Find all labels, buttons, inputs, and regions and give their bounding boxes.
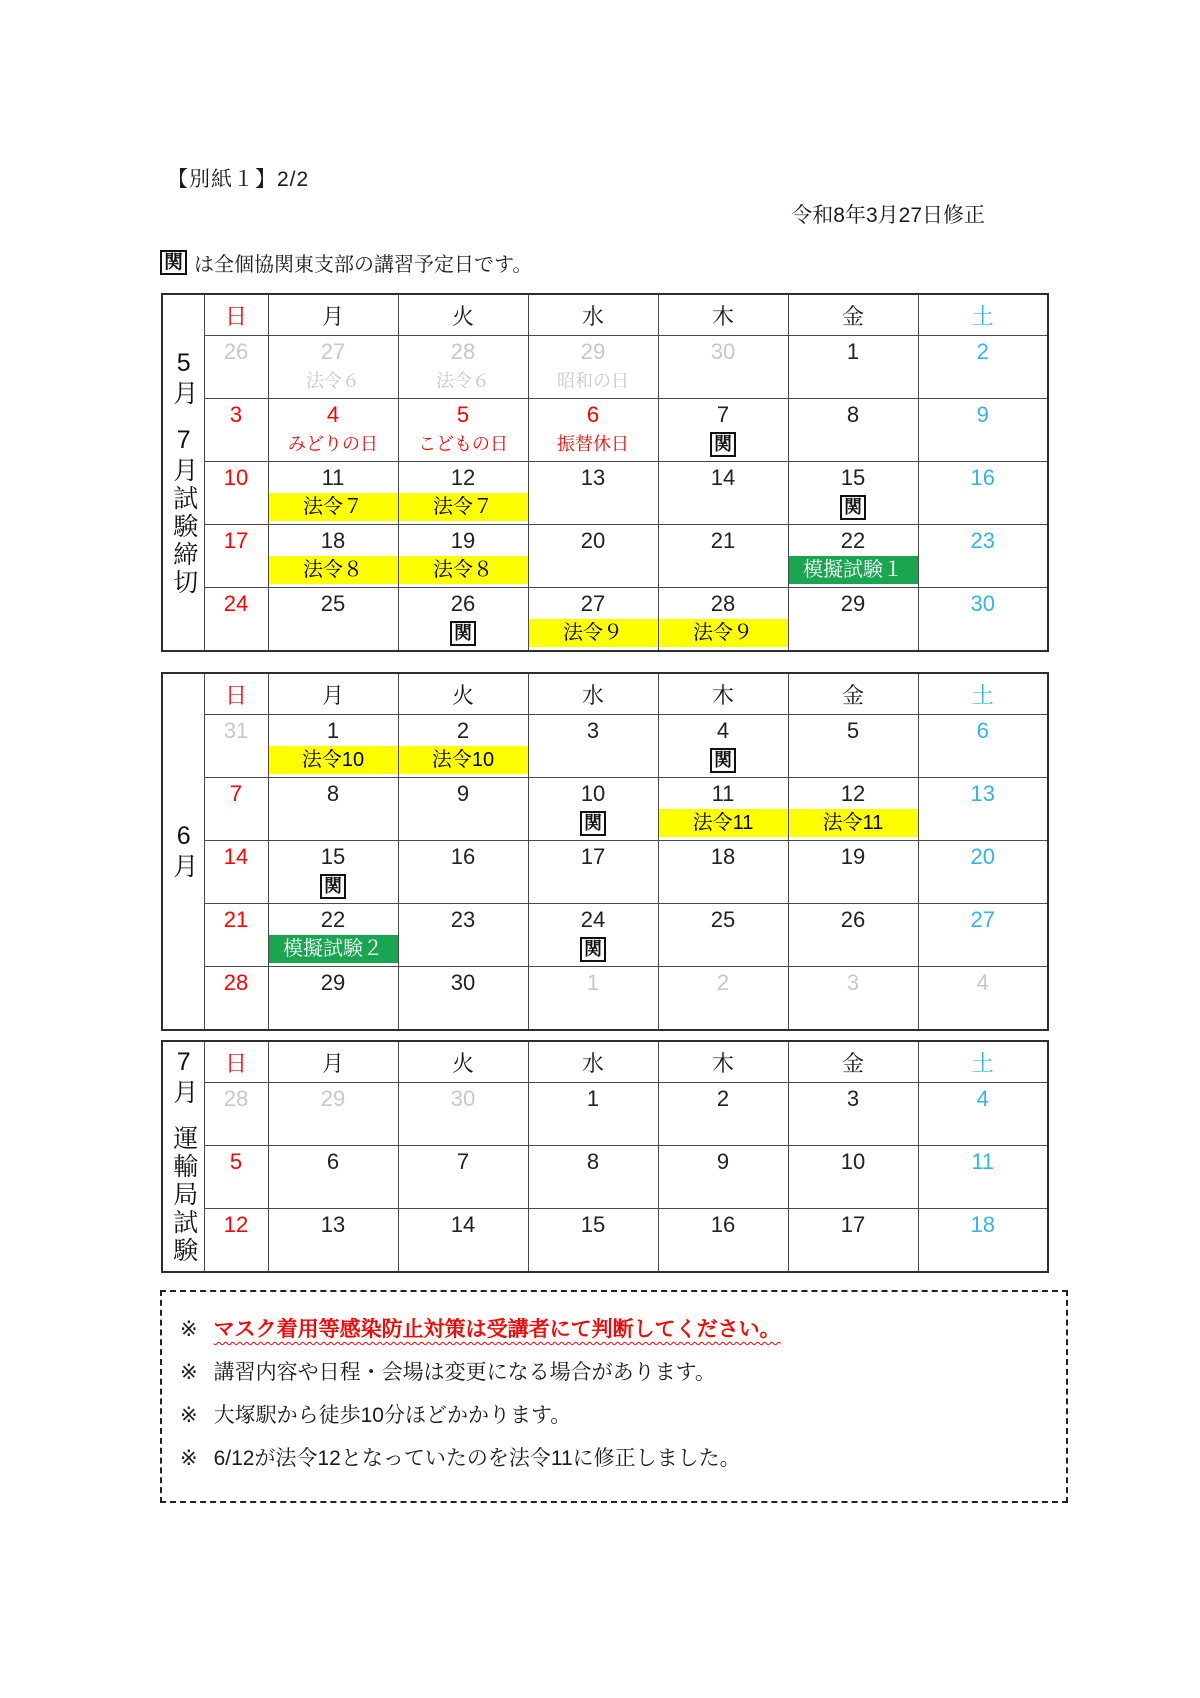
day-number: 12 (450, 465, 476, 490)
note-text: 講習内容や日程・会場は変更になる場合があります。 (213, 1361, 716, 1384)
kan-label (269, 872, 398, 900)
day-cell (528, 1146, 658, 1209)
kan-label (529, 935, 658, 963)
day-number: 26 (450, 591, 476, 616)
day-cell (658, 1146, 788, 1209)
day-cell (528, 588, 658, 652)
holiday-label: みどりの日 (288, 434, 378, 454)
day-number: 29 (320, 970, 346, 995)
day-number: 16 (710, 1212, 736, 1237)
attachment-label: 【別紙１】2/2 (167, 168, 310, 191)
day-number: 23 (450, 907, 476, 932)
day-cell (658, 1083, 788, 1146)
day-number: 16 (970, 465, 995, 490)
day-number: 13 (580, 465, 606, 490)
week-row (162, 841, 1048, 904)
weekday-2: 火 (398, 294, 528, 336)
day-number: 12 (223, 1212, 249, 1237)
day-number: 5 (846, 718, 860, 743)
day-number: 19 (840, 844, 866, 869)
day-number: 3 (229, 402, 243, 427)
calendar-june (161, 672, 1049, 1031)
calendar-table-july (161, 1040, 1049, 1273)
note-item (180, 1399, 1048, 1429)
month-side-label (162, 1041, 204, 1272)
day-cell (398, 1209, 528, 1273)
day-number: 30 (710, 339, 736, 364)
day-number: 15 (580, 1212, 606, 1237)
day-number: 3 (586, 718, 600, 743)
law-course-label: 法令９ (529, 619, 658, 647)
calendar-table-june (161, 672, 1049, 1031)
day-cell (658, 778, 788, 841)
day-cell (918, 904, 1048, 967)
month-side-label-text (171, 349, 196, 597)
day-cell (918, 1146, 1048, 1209)
law-course-label: 法令７ (269, 493, 398, 521)
weekday-1: 月 (268, 1041, 398, 1083)
day-number: 1 (326, 718, 340, 743)
weekday-4: 木 (658, 294, 788, 336)
week-row (162, 399, 1048, 462)
weekday-1: 月 (268, 673, 398, 715)
day-number: 14 (223, 844, 249, 869)
month-side-label (162, 294, 204, 651)
day-number: 17 (223, 528, 249, 553)
day-number: 29 (320, 1086, 346, 1111)
day-cell (268, 336, 398, 399)
day-cell (528, 1083, 658, 1146)
day-number: 5 (229, 1149, 243, 1174)
day-cell (204, 904, 268, 967)
week-row (162, 715, 1048, 778)
note-item (180, 1356, 1048, 1386)
side-label-part: 7月試験締切 (169, 425, 198, 597)
week-row (162, 525, 1048, 588)
day-cell (788, 336, 918, 399)
day-cell (528, 399, 658, 462)
day-cell (268, 715, 398, 778)
day-cell (268, 1083, 398, 1146)
month-side-label (162, 673, 204, 1030)
day-number: 20 (970, 844, 995, 869)
day-number: 30 (970, 591, 995, 616)
month-side-label-text (171, 822, 196, 881)
day-cell (204, 715, 268, 778)
day-cell (268, 525, 398, 588)
day-cell (528, 462, 658, 525)
day-number: 18 (970, 1212, 995, 1237)
day-cell (788, 1083, 918, 1146)
kan-label (659, 746, 788, 774)
note-marker: ※ (180, 1318, 198, 1341)
day-cell (398, 715, 528, 778)
holiday-label: 法令６ (436, 371, 490, 391)
day-number: 11 (321, 465, 345, 490)
weekday-2: 火 (398, 673, 528, 715)
day-number: 15 (320, 844, 346, 869)
day-number: 26 (223, 339, 249, 364)
weekday-6: 土 (918, 673, 1048, 715)
kan-label (659, 430, 788, 458)
day-number: 28 (223, 970, 249, 995)
day-cell (788, 399, 918, 462)
legend (160, 248, 532, 277)
day-cell (788, 588, 918, 652)
day-cell (918, 715, 1048, 778)
day-cell (528, 841, 658, 904)
day-cell (788, 841, 918, 904)
day-number: 27 (580, 591, 606, 616)
day-number: 2 (716, 1086, 730, 1111)
day-cell (398, 462, 528, 525)
day-cell (918, 399, 1048, 462)
day-number: 17 (840, 1212, 866, 1237)
law-course-label: 法令11 (659, 809, 788, 837)
calendar-may (161, 293, 1049, 652)
weekday-6: 土 (918, 1041, 1048, 1083)
day-cell (398, 841, 528, 904)
day-number: 5 (456, 402, 470, 427)
weekday-0: 日 (204, 1041, 268, 1083)
day-number: 9 (456, 781, 470, 806)
day-cell (918, 525, 1048, 588)
month-side-label-text (171, 1048, 196, 1265)
day-number: 20 (580, 528, 606, 553)
day-number: 6 (586, 402, 600, 427)
holiday-label: こどもの日 (418, 434, 508, 454)
kan-mark: 関 (580, 811, 606, 836)
kan-label (529, 809, 658, 837)
law-course-label: 法令８ (269, 556, 398, 584)
day-cell (204, 841, 268, 904)
day-cell (268, 778, 398, 841)
day-cell (398, 967, 528, 1031)
day-number: 17 (580, 844, 606, 869)
day-number: 2 (976, 339, 989, 364)
day-cell (204, 967, 268, 1031)
day-cell (788, 1209, 918, 1273)
day-number: 24 (580, 907, 606, 932)
holiday-label: 振替休日 (557, 434, 629, 454)
day-cell (268, 588, 398, 652)
day-cell (788, 462, 918, 525)
note-marker: ※ (180, 1361, 198, 1384)
weekday-4: 木 (658, 673, 788, 715)
day-number: 11 (711, 781, 735, 806)
day-cell (528, 525, 658, 588)
kan-label (789, 493, 918, 521)
kan-mark: 関 (840, 495, 866, 520)
day-number: 30 (450, 1086, 476, 1111)
note-item (180, 1442, 1048, 1472)
day-number: 14 (710, 465, 736, 490)
weekday-5: 金 (788, 1041, 918, 1083)
day-cell (788, 904, 918, 967)
day-number: 4 (326, 402, 340, 427)
day-number: 25 (710, 907, 736, 932)
day-cell (398, 588, 528, 652)
day-cell (918, 336, 1048, 399)
law-course-label: 法令10 (269, 746, 398, 774)
day-cell (528, 967, 658, 1031)
day-number: 22 (320, 907, 346, 932)
holiday-label: 昭和の日 (557, 371, 629, 391)
day-cell (398, 525, 528, 588)
day-cell (204, 778, 268, 841)
revision-date: 令和8年3月27日修正 (791, 204, 985, 227)
week-row (162, 1146, 1048, 1209)
day-cell (528, 1209, 658, 1273)
day-cell (918, 841, 1048, 904)
law-course-label: 法令11 (789, 809, 918, 837)
day-number: 29 (580, 339, 606, 364)
weekday-header-row (162, 294, 1048, 336)
day-number: 31 (223, 718, 249, 743)
day-cell (398, 778, 528, 841)
day-cell (398, 1083, 528, 1146)
day-number: 27 (970, 907, 995, 932)
day-cell (788, 967, 918, 1031)
week-row (162, 1083, 1048, 1146)
kan-mark: 関 (450, 621, 476, 646)
day-cell (658, 588, 788, 652)
day-number: 29 (840, 591, 866, 616)
kan-label (399, 619, 528, 647)
note-marker: ※ (180, 1404, 198, 1427)
day-number: 9 (716, 1149, 730, 1174)
day-number: 15 (840, 465, 866, 490)
week-row (162, 588, 1048, 652)
day-number: 12 (840, 781, 866, 806)
weekday-0: 日 (204, 673, 268, 715)
day-number: 11 (971, 1149, 995, 1174)
day-cell (658, 399, 788, 462)
day-number: 4 (976, 1086, 989, 1111)
day-cell (204, 462, 268, 525)
day-cell (268, 967, 398, 1031)
day-cell (204, 336, 268, 399)
day-number: 2 (716, 970, 730, 995)
day-number: 30 (450, 970, 476, 995)
day-number: 16 (450, 844, 476, 869)
calendar-table-may (161, 293, 1049, 652)
side-label-part: 6月 (169, 822, 198, 881)
week-row (162, 462, 1048, 525)
weekday-1: 月 (268, 294, 398, 336)
day-number: 10 (840, 1149, 866, 1174)
day-number: 13 (320, 1212, 346, 1237)
holiday-label: 法令６ (306, 371, 360, 391)
weekday-2: 火 (398, 1041, 528, 1083)
notes-box (160, 1290, 1068, 1503)
calendar-july (161, 1040, 1049, 1273)
day-number: 7 (456, 1149, 470, 1174)
weekday-4: 木 (658, 1041, 788, 1083)
day-number: 18 (710, 844, 736, 869)
day-cell (528, 715, 658, 778)
day-cell (398, 904, 528, 967)
law-course-label: 法令10 (399, 746, 528, 774)
weekday-3: 水 (528, 1041, 658, 1083)
day-cell (268, 841, 398, 904)
note-marker: ※ (180, 1447, 198, 1470)
day-cell (268, 399, 398, 462)
day-cell (918, 588, 1048, 652)
weekday-6: 土 (918, 294, 1048, 336)
day-cell (788, 715, 918, 778)
day-cell (398, 399, 528, 462)
day-cell (658, 841, 788, 904)
day-cell (204, 1146, 268, 1209)
note-text: マスク着用等感染防止対策は受講者にて判断してください。 (213, 1318, 781, 1341)
day-cell (204, 525, 268, 588)
day-number: 25 (320, 591, 346, 616)
day-cell (658, 715, 788, 778)
kan-mark: 関 (710, 432, 736, 457)
law-course-label: 法令９ (659, 619, 788, 647)
side-label-part: 運輸局試験 (169, 1125, 198, 1265)
day-cell (788, 525, 918, 588)
day-cell (658, 1209, 788, 1273)
day-cell (528, 778, 658, 841)
day-cell (918, 462, 1048, 525)
day-cell (204, 399, 268, 462)
weekday-5: 金 (788, 673, 918, 715)
day-number: 3 (846, 1086, 860, 1111)
week-row (162, 967, 1048, 1031)
day-cell (268, 1209, 398, 1273)
day-number: 19 (450, 528, 476, 553)
day-number: 4 (976, 970, 989, 995)
day-cell (788, 778, 918, 841)
day-number: 6 (976, 718, 989, 743)
day-cell (528, 336, 658, 399)
day-cell (658, 904, 788, 967)
week-row (162, 1209, 1048, 1273)
day-number: 10 (223, 465, 249, 490)
day-cell (204, 1209, 268, 1273)
day-number: 13 (970, 781, 995, 806)
legend-text: は全個協関東支部の講習予定日です。 (194, 254, 533, 276)
day-cell (268, 462, 398, 525)
kan-mark: 関 (580, 937, 606, 962)
day-cell (918, 1083, 1048, 1146)
day-cell (528, 904, 658, 967)
weekday-3: 水 (528, 673, 658, 715)
day-cell (398, 336, 528, 399)
day-number: 8 (846, 402, 860, 427)
day-number: 26 (840, 907, 866, 932)
day-number: 1 (586, 970, 600, 995)
mock-exam-label: 模擬試験１ (789, 556, 918, 584)
kan-mark: 関 (320, 874, 346, 899)
day-number: 8 (586, 1149, 600, 1174)
day-number: 21 (710, 528, 736, 553)
day-number: 3 (846, 970, 860, 995)
day-number: 1 (846, 339, 860, 364)
kan-mark: 関 (710, 748, 736, 773)
day-number: 14 (450, 1212, 476, 1237)
day-number: 21 (223, 907, 249, 932)
day-number: 27 (320, 339, 346, 364)
note-item (180, 1313, 1048, 1343)
day-cell (918, 967, 1048, 1031)
day-number: 6 (326, 1149, 340, 1174)
day-number: 4 (716, 718, 730, 743)
note-text: 6/12が法令12となっていたのを法令11に修正しました。 (213, 1447, 741, 1470)
week-row (162, 778, 1048, 841)
day-number: 10 (580, 781, 606, 806)
day-number: 22 (840, 528, 866, 553)
week-row (162, 904, 1048, 967)
day-number: 1 (586, 1086, 600, 1111)
day-cell (204, 1083, 268, 1146)
day-number: 18 (320, 528, 346, 553)
day-cell (658, 967, 788, 1031)
day-number: 28 (710, 591, 736, 616)
weekday-header-row (162, 673, 1048, 715)
day-number: 24 (223, 591, 249, 616)
mock-exam-label: 模擬試験２ (269, 935, 398, 963)
day-cell (658, 462, 788, 525)
day-cell (268, 904, 398, 967)
day-number: 2 (456, 718, 470, 743)
day-number: 23 (970, 528, 995, 553)
law-course-label: 法令８ (399, 556, 528, 584)
day-number: 28 (223, 1086, 249, 1111)
weekday-header-row (162, 1041, 1048, 1083)
day-cell (268, 1146, 398, 1209)
day-number: 8 (326, 781, 340, 806)
day-cell (658, 525, 788, 588)
weekday-3: 水 (528, 294, 658, 336)
note-text: 大塚駅から徒歩10分ほどかかります。 (213, 1404, 572, 1427)
weekday-0: 日 (204, 294, 268, 336)
side-label-part: 5月 (169, 348, 198, 408)
day-number: 7 (716, 402, 730, 427)
week-row (162, 336, 1048, 399)
day-number: 7 (229, 781, 243, 806)
day-cell (658, 336, 788, 399)
law-course-label: 法令７ (399, 493, 528, 521)
day-number: 28 (450, 339, 476, 364)
day-cell (788, 1146, 918, 1209)
day-cell (398, 1146, 528, 1209)
day-cell (204, 588, 268, 652)
day-cell (918, 1209, 1048, 1273)
kan-mark: 関 (160, 250, 187, 276)
day-number: 9 (976, 402, 989, 427)
side-label-part: 7月 (169, 1048, 198, 1107)
weekday-5: 金 (788, 294, 918, 336)
day-cell (918, 778, 1048, 841)
